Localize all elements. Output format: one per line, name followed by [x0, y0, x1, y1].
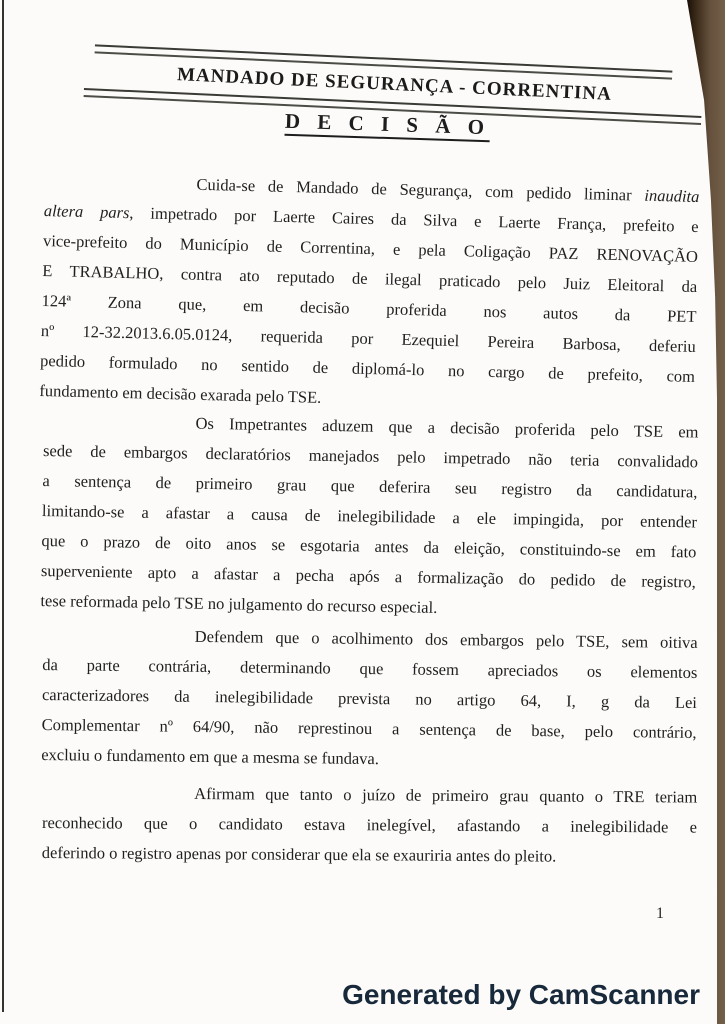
document-body: [39, 166, 700, 868]
text-line: E TRABALHO, contra ato reputado de ilegal praticado pelo Juiz Eleitoral da: [42, 261, 698, 297]
text-line: Defendem que o acolhimento dos embargos pelo TSE, sem oitiva: [194, 626, 698, 653]
scan-left-edge-line: [2, 0, 4, 1012]
text-line: fundamento em decisão exarada pelo TSE.: [39, 380, 322, 407]
paragraph-3: [41, 620, 698, 778]
text-line: altera pars, impetrado por Laerte Caires da Silva e Laerte França, prefeito e: [43, 201, 699, 237]
text-line: Os Impetrantes aduzem que a decisão proferida pelo TSE em: [195, 413, 699, 442]
text-line: tese reformada pelo TSE no julgamento do recurso especial.: [40, 590, 438, 617]
text-line: limitando-se a afastar a causa de inelegibilidade a ele impingida, por entender: [41, 501, 698, 532]
paragraph-1: [39, 166, 700, 422]
text-line: da parte contrária, determinando que fossem apreciados os elementos: [42, 655, 698, 683]
text-line: reconhecido que o candidato estava inelegível, afastando a inelegibilidade e: [41, 813, 698, 837]
text-line: a sentença de primeiro grau que deferira seu registro da candidatura,: [42, 471, 698, 502]
camscanner-watermark: Generated by CamScanner: [342, 979, 700, 1010]
text-line: excluiu o fundamento em que a mesma se fundava.: [41, 744, 380, 769]
text-line: caracterizadores da inelegibilidade prevista no artigo 64, I, g da Lei: [41, 685, 698, 713]
text-line: pedido formulado no sentido de diplomá-lo no cargo de prefeito, com: [39, 350, 696, 386]
document-header-title: MANDADO DE SEGURANÇA - CORRENTINA: [176, 64, 613, 105]
text-line: nº 12-32.2013.6.05.0124, requerida por Ezequiel Pereira Barbosa, deferiu: [40, 320, 696, 356]
text-line: deferindo o registro apenas por considerar que ela se exauriria antes do pleito.: [41, 842, 557, 866]
paragraph-4: [42, 778, 698, 873]
text-line: Afirmam que tanto o juízo de primeiro grau quanto o TRE teriam: [194, 784, 698, 807]
text-line: superveniente apto a afastar a pecha após a formalização do pedido de registro,: [40, 560, 697, 592]
text-line: que o prazo de oito anos se esgotaria antes da eleição, constituindo-se em fato: [41, 530, 697, 562]
paragraph-2: [40, 406, 699, 627]
text-line: Complementar nº 64/90, não represtinou a sentença de base, pelo contrário,: [41, 714, 697, 742]
page-number: 1: [656, 905, 664, 922]
text-line: Cuida-se de Mandado de Segurança, com pedido liminar inaudita: [196, 174, 700, 207]
decision-title: D E C I S Ã O: [284, 108, 491, 140]
text-line: 124ª Zona que, em decisão proferida nos autos da PET: [41, 290, 697, 326]
text-line: sede de embargos declaratórios manejados pelo impetrado não teria convalidado: [42, 441, 699, 472]
text-line: vice-prefeito do Município de Correntina, e pela Coligação PAZ RENOVAÇÃO: [42, 231, 699, 267]
